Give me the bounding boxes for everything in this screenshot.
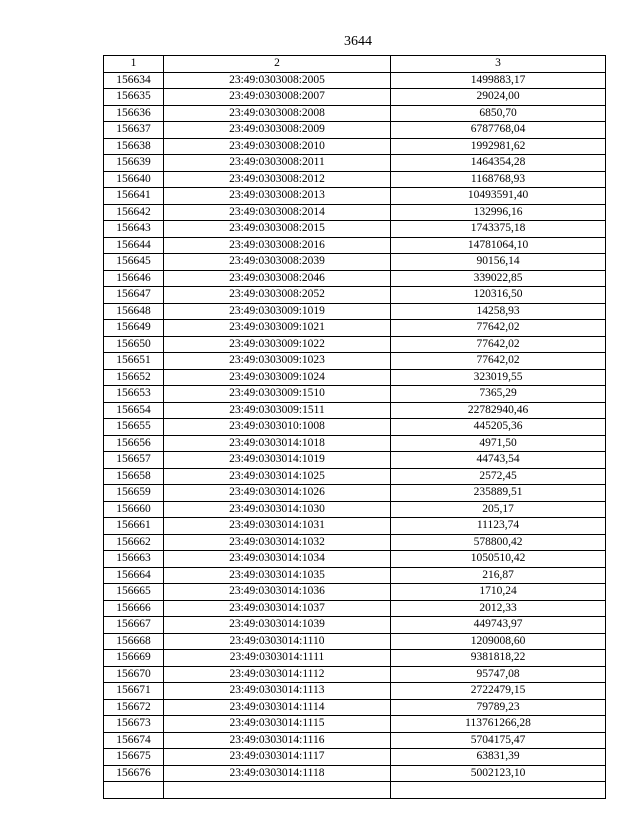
cadastral-number-cell: 23:49:0303014:1114 (164, 699, 391, 716)
table-row (104, 732, 606, 749)
value-cell: 2572,45 (391, 468, 606, 485)
cadastral-number-cell: 23:49:0303008:2011 (164, 155, 391, 172)
table-row (104, 138, 606, 155)
value-cell: 9381818,22 (391, 650, 606, 667)
empty-cell (391, 782, 606, 799)
table-row (104, 386, 606, 403)
empty-cell (164, 782, 391, 799)
column-header: 1 (104, 56, 164, 73)
table-row (104, 468, 606, 485)
value-cell: 1464354,28 (391, 155, 606, 172)
value-cell: 6787768,04 (391, 122, 606, 139)
empty-cell (104, 782, 164, 799)
value-cell: 132996,16 (391, 204, 606, 221)
value-cell: 14258,93 (391, 303, 606, 320)
row-number-cell: 156655 (104, 419, 164, 436)
row-number-cell: 156657 (104, 452, 164, 469)
table-row (104, 270, 606, 287)
cadastral-number-cell: 23:49:0303014:1031 (164, 518, 391, 535)
table-row (104, 600, 606, 617)
table-row (104, 303, 606, 320)
cadastral-number-cell: 23:49:0303014:1115 (164, 716, 391, 733)
cadastral-number-cell: 23:49:0303008:2015 (164, 221, 391, 238)
table-row (104, 188, 606, 205)
column-header: 2 (164, 56, 391, 73)
value-cell: 1992981,62 (391, 138, 606, 155)
table-row (104, 765, 606, 782)
table-row (104, 402, 606, 419)
cadastral-number-cell: 23:49:0303008:2005 (164, 72, 391, 89)
row-number-cell: 156644 (104, 237, 164, 254)
value-cell: 1743375,18 (391, 221, 606, 238)
cadastral-number-cell: 23:49:0303014:1111 (164, 650, 391, 667)
row-number-cell: 156641 (104, 188, 164, 205)
row-number-cell: 156635 (104, 89, 164, 106)
row-number-cell: 156640 (104, 171, 164, 188)
table-row (104, 320, 606, 337)
cadastral-number-cell: 23:49:0303008:2052 (164, 287, 391, 304)
row-number-cell: 156662 (104, 534, 164, 551)
row-number-cell: 156660 (104, 501, 164, 518)
table-row (104, 683, 606, 700)
row-number-cell: 156638 (104, 138, 164, 155)
cadastral-number-cell: 23:49:0303014:1032 (164, 534, 391, 551)
row-number-cell: 156653 (104, 386, 164, 403)
cadastral-number-cell: 23:49:0303014:1112 (164, 666, 391, 683)
row-number-cell: 156651 (104, 353, 164, 370)
cadastral-number-cell: 23:49:0303014:1039 (164, 617, 391, 634)
cadastral-number-cell: 23:49:0303014:1113 (164, 683, 391, 700)
table-row (104, 221, 606, 238)
row-number-cell: 156675 (104, 749, 164, 766)
value-cell: 1168768,93 (391, 171, 606, 188)
value-cell: 1710,24 (391, 584, 606, 601)
value-cell: 449743,97 (391, 617, 606, 634)
cadastral-number-cell: 23:49:0303010:1008 (164, 419, 391, 436)
row-number-cell: 156645 (104, 254, 164, 271)
cadastral-number-cell: 23:49:0303009:1019 (164, 303, 391, 320)
table-row (104, 749, 606, 766)
row-number-cell: 156637 (104, 122, 164, 139)
value-cell: 10493591,40 (391, 188, 606, 205)
cadastral-number-cell: 23:49:0303009:1511 (164, 402, 391, 419)
cadastral-number-cell: 23:49:0303008:2014 (164, 204, 391, 221)
table-row (104, 105, 606, 122)
value-cell: 1050510,42 (391, 551, 606, 568)
value-cell: 4971,50 (391, 435, 606, 452)
cadastral-number-cell: 23:49:0303008:2012 (164, 171, 391, 188)
row-number-cell: 156649 (104, 320, 164, 337)
row-number-cell: 156654 (104, 402, 164, 419)
value-cell: 578800,42 (391, 534, 606, 551)
table-row (104, 633, 606, 650)
cadastral-number-cell: 23:49:0303008:2039 (164, 254, 391, 271)
value-cell: 339022,85 (391, 270, 606, 287)
value-cell: 445205,36 (391, 419, 606, 436)
cadastral-number-cell: 23:49:0303009:1022 (164, 336, 391, 353)
table-row (104, 204, 606, 221)
table-row (104, 89, 606, 106)
cadastral-number-cell: 23:49:0303009:1021 (164, 320, 391, 337)
row-number-cell: 156661 (104, 518, 164, 535)
registry-table (103, 55, 606, 799)
table-row (104, 122, 606, 139)
row-number-cell: 156652 (104, 369, 164, 386)
value-cell: 2012,33 (391, 600, 606, 617)
value-cell: 14781064,10 (391, 237, 606, 254)
cadastral-number-cell: 23:49:0303014:1036 (164, 584, 391, 601)
row-number-cell: 156673 (104, 716, 164, 733)
table-row (104, 353, 606, 370)
cadastral-number-cell: 23:49:0303014:1037 (164, 600, 391, 617)
row-number-cell: 156656 (104, 435, 164, 452)
row-number-cell: 156646 (104, 270, 164, 287)
value-cell: 90156,14 (391, 254, 606, 271)
row-number-cell: 156674 (104, 732, 164, 749)
row-number-cell: 156643 (104, 221, 164, 238)
table-row (104, 419, 606, 436)
value-cell: 120316,50 (391, 287, 606, 304)
row-number-cell: 156665 (104, 584, 164, 601)
value-cell: 63831,39 (391, 749, 606, 766)
cadastral-number-cell: 23:49:0303008:2010 (164, 138, 391, 155)
cadastral-number-cell: 23:49:0303014:1026 (164, 485, 391, 502)
table-row (104, 171, 606, 188)
row-number-cell: 156634 (104, 72, 164, 89)
row-number-cell: 156671 (104, 683, 164, 700)
row-number-cell: 156676 (104, 765, 164, 782)
value-cell: 22782940,46 (391, 402, 606, 419)
cadastral-number-cell: 23:49:0303009:1510 (164, 386, 391, 403)
cadastral-number-cell: 23:49:0303014:1117 (164, 749, 391, 766)
cadastral-number-cell: 23:49:0303014:1018 (164, 435, 391, 452)
table-row (104, 72, 606, 89)
value-cell: 5002123,10 (391, 765, 606, 782)
table-row (104, 551, 606, 568)
value-cell: 29024,00 (391, 89, 606, 106)
empty-row (104, 782, 606, 799)
value-cell: 77642,02 (391, 320, 606, 337)
value-cell: 1499883,17 (391, 72, 606, 89)
cadastral-number-cell: 23:49:0303008:2009 (164, 122, 391, 139)
table-row (104, 650, 606, 667)
table-row (104, 617, 606, 634)
value-cell: 77642,02 (391, 353, 606, 370)
value-cell: 1209008,60 (391, 633, 606, 650)
table-row (104, 369, 606, 386)
cadastral-number-cell: 23:49:0303008:2007 (164, 89, 391, 106)
value-cell: 79789,23 (391, 699, 606, 716)
row-number-cell: 156658 (104, 468, 164, 485)
row-number-cell: 156672 (104, 699, 164, 716)
column-header: 3 (391, 56, 606, 73)
table-row (104, 254, 606, 271)
row-number-cell: 156663 (104, 551, 164, 568)
table-row (104, 518, 606, 535)
table-row (104, 155, 606, 172)
table-row (104, 237, 606, 254)
value-cell: 216,87 (391, 567, 606, 584)
value-cell: 2722479,15 (391, 683, 606, 700)
cadastral-number-cell: 23:49:0303014:1034 (164, 551, 391, 568)
table-row (104, 336, 606, 353)
cadastral-number-cell: 23:49:0303014:1116 (164, 732, 391, 749)
value-cell: 77642,02 (391, 336, 606, 353)
row-number-cell: 156667 (104, 617, 164, 634)
cadastral-number-cell: 23:49:0303014:1110 (164, 633, 391, 650)
cadastral-number-cell: 23:49:0303008:2046 (164, 270, 391, 287)
row-number-cell: 156666 (104, 600, 164, 617)
value-cell: 205,17 (391, 501, 606, 518)
cadastral-number-cell: 23:49:0303014:1035 (164, 567, 391, 584)
row-number-cell: 156668 (104, 633, 164, 650)
row-number-cell: 156647 (104, 287, 164, 304)
row-number-cell: 156650 (104, 336, 164, 353)
row-number-cell: 156639 (104, 155, 164, 172)
value-cell: 323019,55 (391, 369, 606, 386)
table-row (104, 435, 606, 452)
row-number-cell: 156642 (104, 204, 164, 221)
value-cell: 235889,51 (391, 485, 606, 502)
header-row (104, 56, 606, 73)
value-cell: 5704175,47 (391, 732, 606, 749)
cadastral-number-cell: 23:49:0303009:1024 (164, 369, 391, 386)
value-cell: 11123,74 (391, 518, 606, 535)
table-row (104, 485, 606, 502)
table-body (104, 72, 606, 782)
cadastral-number-cell: 23:49:0303014:1030 (164, 501, 391, 518)
table-row (104, 699, 606, 716)
row-number-cell: 156648 (104, 303, 164, 320)
cadastral-number-cell: 23:49:0303014:1118 (164, 765, 391, 782)
page-number: 3644 (344, 34, 372, 49)
table-row (104, 716, 606, 733)
table-row (104, 452, 606, 469)
row-number-cell: 156670 (104, 666, 164, 683)
table-row (104, 567, 606, 584)
value-cell: 6850,70 (391, 105, 606, 122)
cadastral-number-cell: 23:49:0303008:2013 (164, 188, 391, 205)
row-number-cell: 156636 (104, 105, 164, 122)
row-number-cell: 156669 (104, 650, 164, 667)
value-cell: 7365,29 (391, 386, 606, 403)
value-cell: 95747,08 (391, 666, 606, 683)
cadastral-number-cell: 23:49:0303014:1025 (164, 468, 391, 485)
row-number-cell: 156664 (104, 567, 164, 584)
cadastral-number-cell: 23:49:0303008:2016 (164, 237, 391, 254)
cadastral-number-cell: 23:49:0303014:1019 (164, 452, 391, 469)
table-row (104, 287, 606, 304)
table-row (104, 501, 606, 518)
table-row (104, 666, 606, 683)
value-cell: 113761266,28 (391, 716, 606, 733)
cadastral-number-cell: 23:49:0303009:1023 (164, 353, 391, 370)
table-row (104, 534, 606, 551)
value-cell: 44743,54 (391, 452, 606, 469)
table-row (104, 584, 606, 601)
cadastral-number-cell: 23:49:0303008:2008 (164, 105, 391, 122)
row-number-cell: 156659 (104, 485, 164, 502)
